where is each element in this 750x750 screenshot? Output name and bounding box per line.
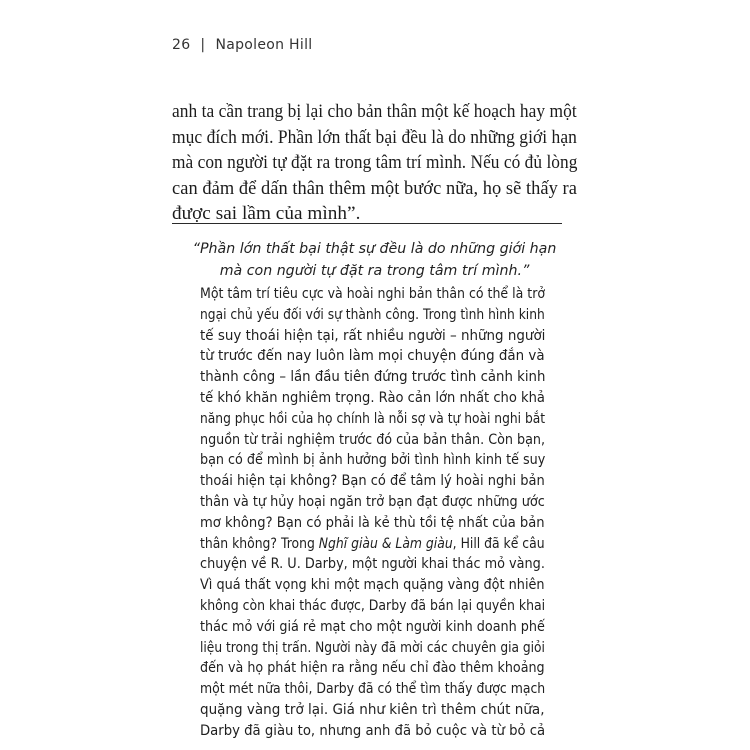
opening-line: mà con người tự đặt ra trong tâm trí mình. Nếu có đủ lòng: [172, 152, 578, 173]
opening-paragraph: [172, 99, 577, 227]
body-line: Một tâm trí tiêu cực và hoài nghi bản thân có thể là trở: [200, 286, 546, 302]
body-line: liệu trong thị trấn. Người này đã mời các chuyên gia giỏi: [200, 639, 545, 656]
pull-quote-line: mà con người tự đặt ra trong tâm trí mình.”: [219, 263, 530, 279]
body-line: tế suy thoái hiện tại, rất nhiều người – những người: [200, 327, 546, 344]
author-name: Napoleon Hill: [215, 37, 313, 53]
opening-line: can đảm để dấn thân thêm một bước nữa, họ sẽ thấy ra: [172, 177, 577, 199]
body-line-prefix: thân không? Trong: [200, 535, 319, 552]
page-number: 26: [172, 37, 191, 53]
body-line: thành công – lần đầu tiên đứng trước tình cảnh kinh: [200, 369, 546, 386]
opening-line: anh ta cần trang bị lại cho bản thân một kế hoạch hay một: [172, 101, 577, 122]
body-line: thác mỏ với giá rẻ mạt cho một người kinh doanh phế: [200, 618, 545, 635]
running-head: [172, 37, 312, 53]
pull-quote: [172, 238, 577, 282]
body-line: một mét nữa thôi, Darby đã có thể tìm thấy được mạch: [200, 681, 546, 698]
pull-quote-line: “Phần lớn thất bại thật sự đều là do những giới hạn: [192, 241, 557, 257]
body-line: nguồn từ trải nghiệm trước đó của bản thân. Còn bạn,: [200, 431, 546, 448]
body-line: thân và tự hủy hoại ngăn trở bạn đạt được những ước: [200, 493, 545, 510]
body-line: không còn khai thác được, Darby đã bán lại quyền khai: [200, 597, 546, 614]
body-line: Vì quá thất vọng khi một mạch quặng vàng đột nhiên: [200, 577, 545, 594]
body-line: năng phục hồi của họ chính là nỗi sợ và tự hoài nghi bắt: [200, 410, 546, 427]
body-line: ngại chủ yếu đối với sự thành công. Trong tình hình kinh: [200, 306, 545, 323]
body-line-with-title: [200, 534, 545, 555]
body-line: từ trước đến nay luôn làm mọi chuyện đúng đắn và: [200, 348, 545, 365]
body-line: đến và họ phát hiện ra rằng nếu chỉ đào thêm khoảng: [200, 660, 545, 677]
body-paragraph: [200, 284, 545, 742]
opening-line: mục đích mới. Phần lớn thất bại đều là do những giới hạn: [172, 126, 577, 148]
body-line: Darby đã giàu to, nhưng anh đã bỏ cuộc và từ bỏ cả: [200, 722, 546, 739]
section-divider: [172, 223, 562, 224]
body-line: bạn có để mình bị ảnh hưởng bởi tình hình kinh tế suy: [200, 452, 546, 469]
body-line: mơ không? Bạn có phải là kẻ thù tồi tệ nhất của bản: [200, 514, 545, 531]
opening-line: được sai lầm của mình”.: [172, 203, 361, 224]
body-line: tế khó khăn nghiêm trọng. Rào cản lớn nhất cho khả: [200, 389, 545, 406]
book-title: Nghĩ giàu & Làm giàu: [318, 535, 453, 552]
body-line-suffix: , Hill đã kể câu: [452, 535, 545, 552]
body-line: chuyện về R. U. Darby, một người khai thác mỏ vàng.: [200, 556, 545, 573]
body-line: thoái hiện tại không? Bạn có để tâm lý hoài nghi bản: [200, 473, 545, 490]
header-separator: |: [200, 37, 206, 53]
body-line: quặng vàng trở lại. Giá như kiên trì thêm chút nữa,: [200, 701, 545, 718]
